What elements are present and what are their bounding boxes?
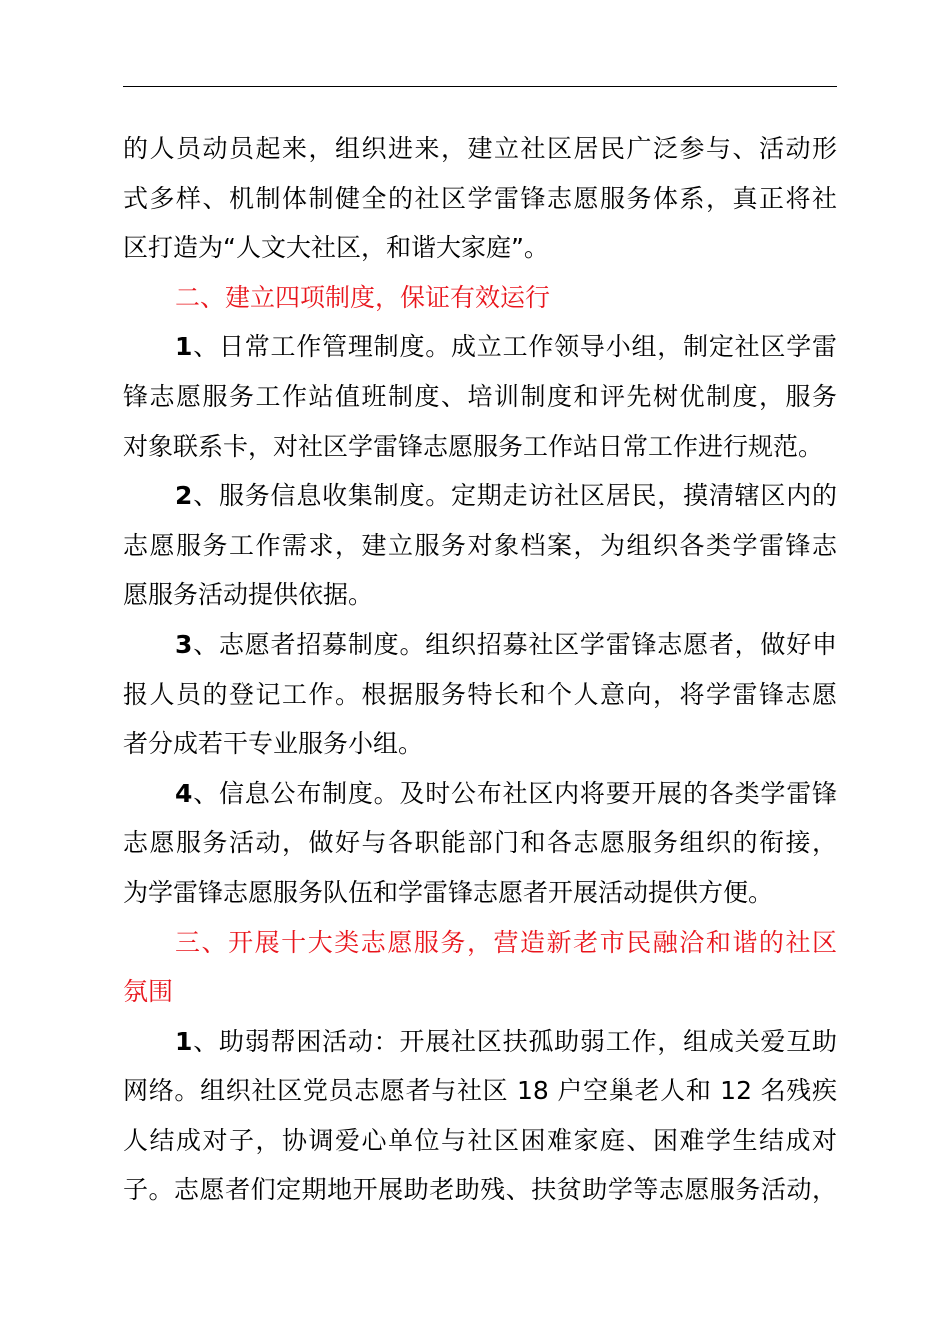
body-line: 人结成对子，协调爱心单位与社区困难家庭、困难学生结成对 [123, 1125, 837, 1155]
item-number: 3 [175, 629, 193, 659]
body-line: 子。志愿者们定期地开展助老助残、扶贫助学等志愿服务活动， [123, 1175, 837, 1205]
document-body [123, 124, 837, 1215]
section-heading: 三、开展十大类志愿服务，营造新老市民融洽和谐的社区 [175, 927, 837, 957]
item-text: 、志愿者招募制度。组织招募社区学雷锋志愿者，做好申 [192, 629, 837, 659]
item-number: 1 [175, 332, 193, 362]
body-line: 式多样、机制体制健全的社区学雷锋志愿服务体系，真正将社 [123, 183, 837, 213]
body-line: 区打造为“人文大社区，和谐大家庭”。 [123, 233, 549, 263]
list-item-first-line [123, 620, 837, 670]
item-number: 4 [175, 778, 193, 808]
section-heading-cont: 氛围 [123, 977, 174, 1007]
body-line: 对象联系卡，对社区学雷锋志愿服务工作站日常工作进行规范。 [123, 431, 824, 461]
list-item-first-line [123, 471, 837, 521]
body-line: 报人员的登记工作。根据服务特长和个人意向，将学雷锋志愿 [123, 679, 837, 709]
body-line: 为学雷锋志愿服务队伍和学雷锋志愿者开展活动提供方便。 [123, 877, 774, 907]
item-number: 2 [175, 481, 193, 511]
body-line: 网络。组织社区党员志愿者与社区 18 户空巢老人和 12 名残疾 [123, 1076, 837, 1106]
item-text: 、服务信息收集制度。定期走访社区居民，摸清辖区内的 [192, 481, 837, 511]
item-number: 1 [175, 1026, 193, 1056]
header-rule [123, 86, 837, 87]
body-line: 愿服务活动提供依据。 [123, 580, 374, 610]
item-text: 、信息公布制度。及时公布社区内将要开展的各类学雷锋 [192, 778, 837, 808]
list-item-first-line [123, 769, 837, 819]
body-line: 志愿服务工作需求，建立服务对象档案，为组织各类学雷锋志 [123, 530, 837, 560]
body-line: 者分成若干专业服务小组。 [123, 729, 424, 759]
body-line: 的人员动员起来，组织进来，建立社区居民广泛参与、活动形 [123, 134, 837, 163]
body-line: 锋志愿服务工作站值班制度、培训制度和评先树优制度，服务 [123, 381, 837, 411]
item-text: 、助弱帮困活动：开展社区扶孤助弱工作，组成关爱互助 [192, 1026, 837, 1056]
section-heading: 二、建立四项制度，保证有效运行 [175, 282, 551, 312]
list-item-first-line [123, 1017, 837, 1067]
body-line: 志愿服务活动，做好与各职能部门和各志愿服务组织的衔接， [123, 828, 837, 858]
item-text: 、日常工作管理制度。成立工作领导小组，制定社区学雷 [192, 332, 837, 362]
list-item-first-line [123, 322, 837, 372]
